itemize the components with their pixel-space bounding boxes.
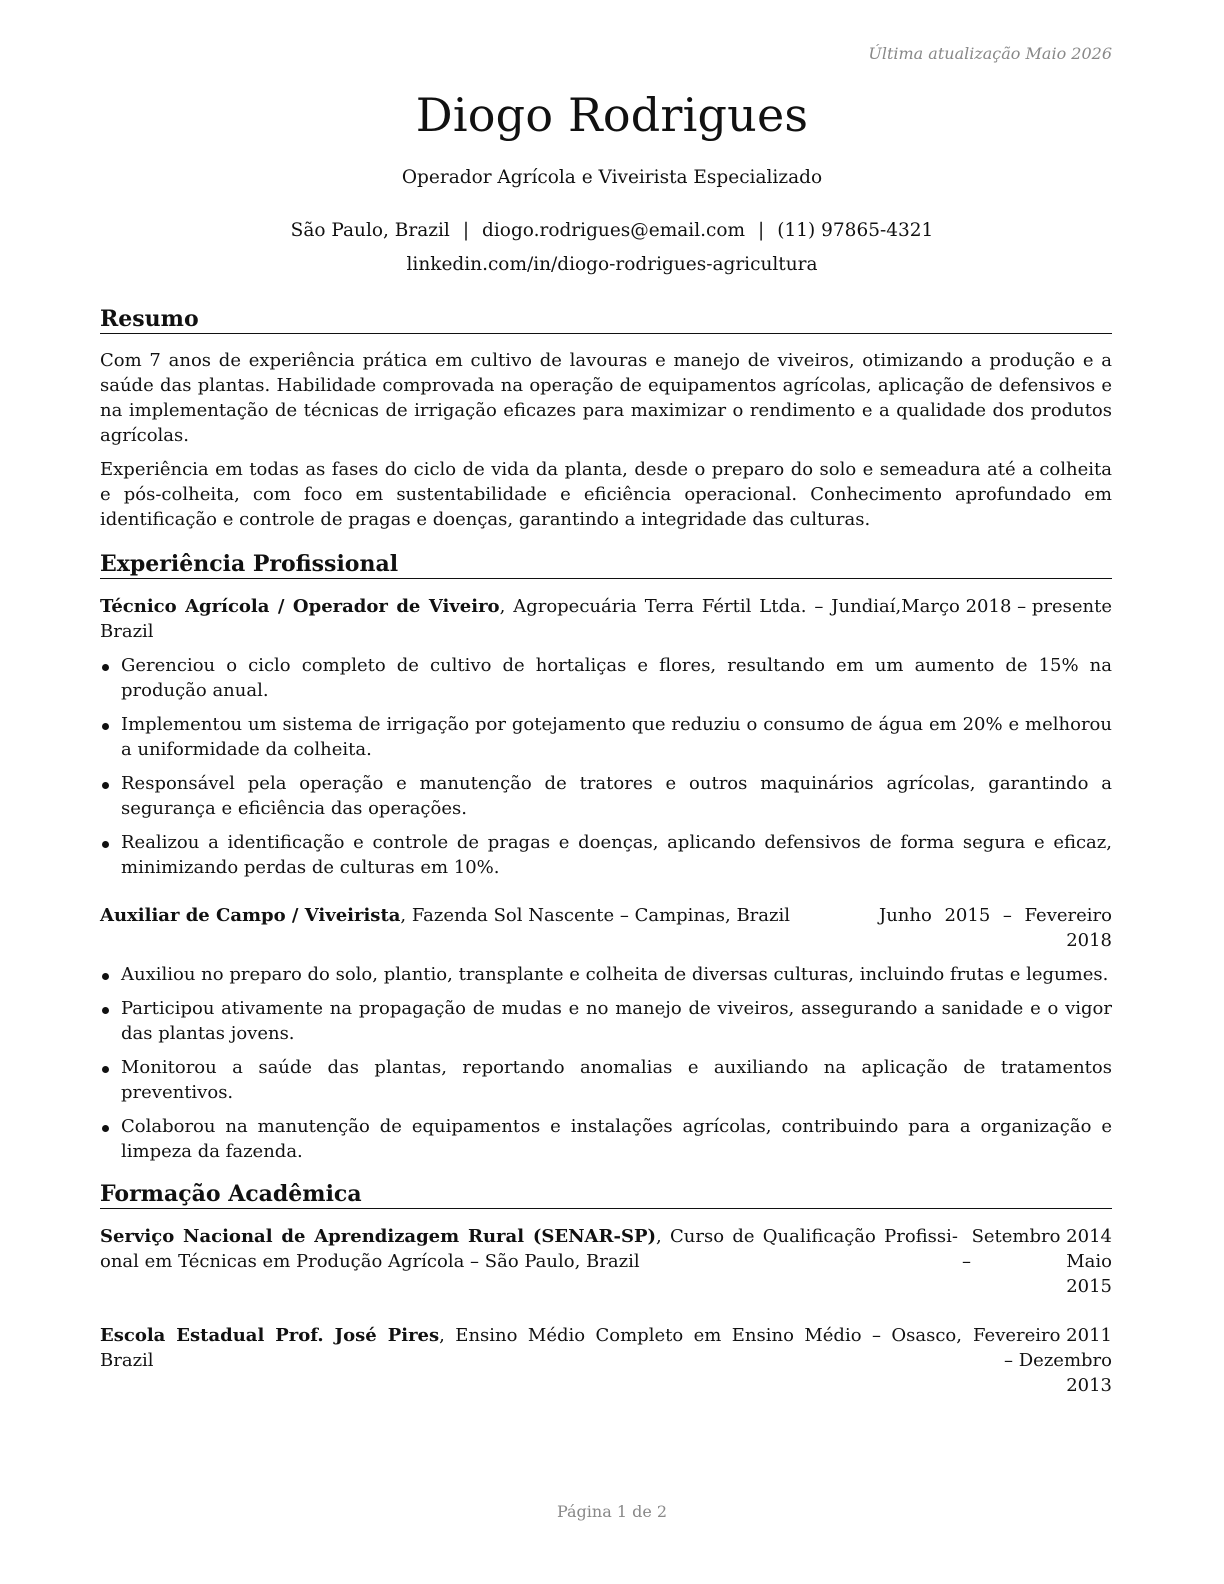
list-item: Responsável pela operação e manutenção de tratores e outros maquinários agrícolas, garantindo a segurança e eficiência das operações. [100, 771, 1112, 821]
education-entry [100, 1224, 1112, 1299]
course-detail: , Ensino Médio Completo em Ensino Médio – Osasco, Brazil [100, 1325, 962, 1371]
institution-name: Serviço Nacional de Aprendizagem Rural (SENAR-SP) [100, 1226, 656, 1247]
page-number: Página 1 de 2 [556, 1502, 668, 1521]
education-entry [100, 1323, 1112, 1398]
bullet-icon [102, 1066, 109, 1073]
email-link[interactable]: diogo.rodrigues@email.com [482, 220, 746, 241]
list-item: Monitorou a saúde das plantas, reportando anomalias e auxiliando na aplicação de tratamentos preventivos. [100, 1055, 1112, 1105]
candidate-title: Operador Agrícola e Viveirista Especializado [401, 167, 823, 188]
bullet-icon [102, 723, 109, 730]
list-item: Gerenciou o ciclo completo de cultivo de hortaliças e flores, resultando em um aumento de 15% na produção anual. [100, 653, 1112, 703]
location: São Paulo, Brazil [290, 220, 450, 241]
job-dates: Março 2018 – presente [901, 596, 1112, 617]
job-role: Técnico Agrícola / Operador de Viveiro [100, 596, 500, 617]
bullet-icon [102, 1125, 109, 1132]
education-heading: Formação Acadêmica [100, 1181, 1112, 1209]
bullet-icon [102, 841, 109, 848]
list-item: Implementou um sistema de irrigação por gotejamento que reduziu o consumo de água em 20% e melhorou a uniformidade da colheita. [100, 712, 1112, 762]
job-bullets [100, 962, 1112, 1164]
separator: | [462, 220, 470, 241]
list-item: Auxiliou no preparo do solo, plantio, transplante e colheita de diversas culturas, incluindo frutas e legumes. [100, 962, 1112, 987]
linkedin-link[interactable]: linkedin.com/in/diogo-rodrigues-agricultura [406, 254, 818, 275]
contact-line [0, 220, 1224, 241]
candidate-name: Diogo Rodrigues [415, 88, 809, 142]
course-detail: , Curso de Qualificação Profissi-onal em Técnicas em Produção Agrícola – São Paulo, Brazil [100, 1226, 958, 1272]
phone: (11) 97865-4321 [777, 220, 934, 241]
job-dates: Junho 2015 – Fevereiro 2018 [879, 905, 1112, 951]
job-company: , Agropecuária Terra Fértil Ltda. – Jundiaí, Brazil [100, 596, 902, 642]
resume-content [100, 306, 1112, 1398]
job-bullets [100, 653, 1112, 880]
experience-heading: Experiência Profissional [100, 551, 1112, 579]
bullet-icon [102, 1007, 109, 1014]
summary-paragraph: Com 7 anos de experiência prática em cultivo de lavouras e manejo de viveiros, otimizando a produção e a saúde das plantas. Habilidade comprovada na operação de equipamentos agrícolas, aplicação de defensivos e na implementação de técnicas de irrigação eficazes para maximizar o rendimento e a qualidade dos produtos agrícolas. [100, 350, 1112, 446]
list-item: Realizou a identificação e controle de pragas e doenças, aplicando defensivos de forma segura e eficaz, minimizando perdas de culturas em 10%. [100, 830, 1112, 880]
education-section [100, 1181, 1112, 1398]
experience-section [100, 551, 1112, 1164]
list-item: Colaborou na manutenção de equipamentos e instalações agrícolas, contribuindo para a organização e limpeza da fazenda. [100, 1114, 1112, 1164]
education-dates: Setembro 2014 – Maio 2015 [962, 1226, 1112, 1297]
bullet-icon [102, 782, 109, 789]
job-header [100, 594, 1112, 644]
bullet-icon [102, 664, 109, 671]
bullet-icon [102, 973, 109, 980]
job-role: Auxiliar de Campo / Viveirista [100, 905, 401, 926]
job-company: , Fazenda Sol Nascente – Campinas, Brazil [400, 905, 791, 926]
institution-name: Escola Estadual Prof. José Pires [100, 1325, 440, 1346]
summary-section [100, 306, 1112, 532]
job-header [100, 903, 1112, 953]
last-updated: Última atualização Maio 2026 [868, 44, 1112, 63]
summary-paragraph: Experiência em todas as fases do ciclo de vida da planta, desde o preparo do solo e semeadura até a colheita e pós-colheita, com foco em sustentabilidade e eficiência operacional. Conhecimento aprofundado em identificação e controle de pragas e doenças, garantindo a integridade das culturas. [100, 459, 1112, 530]
education-dates: Fevereiro 2011 – Dezembro 2013 [973, 1325, 1112, 1396]
summary-heading: Resumo [100, 306, 1112, 334]
separator: | [758, 220, 765, 241]
list-item: Participou ativamente na propagação de mudas e no manejo de viveiros, assegurando a sanidade e o vigor das plantas jovens. [100, 996, 1112, 1046]
